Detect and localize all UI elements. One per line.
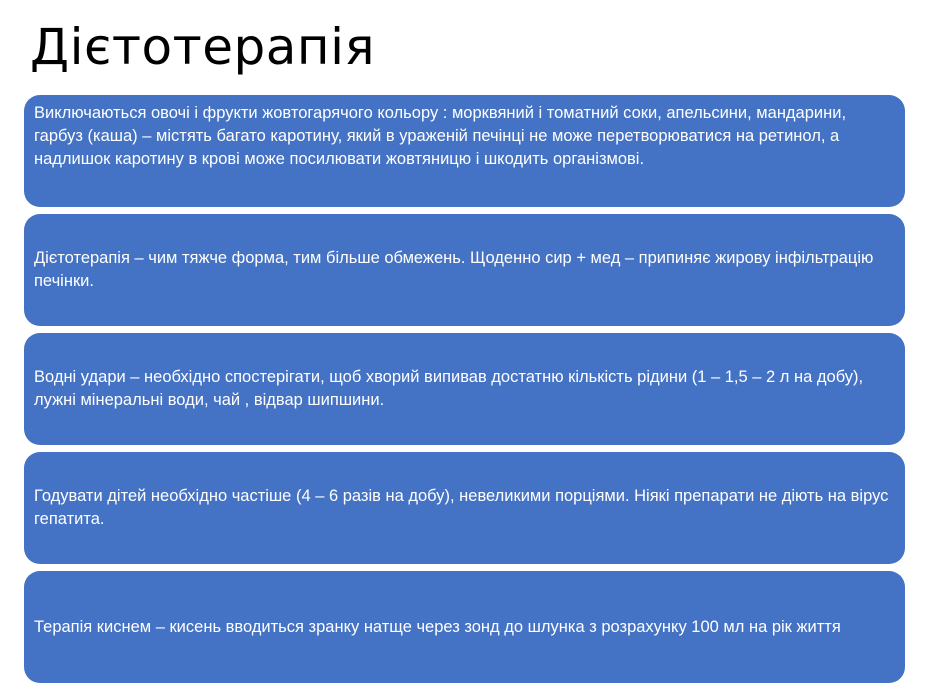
content-block-feeding	[24, 452, 905, 564]
content-block-text: Годувати дітей необхідно частіше (4 – 6 разів на добу), невеликими порціями. Ніякі препарати не діють на вірус гепатита.	[34, 487, 889, 528]
content-block-carotene	[24, 95, 905, 207]
content-block-oxygen	[24, 571, 905, 683]
content-block-text: Виключаються овочі і фрукти жовтогарячого кольору : морквяний і томатний соки, апельсини, мандарини, гарбуз (каша) – містять багато каротину, який в ураженій печінці не може перетворюватися на ретинол, а надлишок каротину в крові може посилювати жовтяницю і шкодить організмові.	[34, 104, 847, 168]
content-block-diet	[24, 214, 905, 326]
content-block-text: Терапія киснем – кисень вводиться зранку натще через зонд до шлунка з розрахунку 100 мл на рік життя	[34, 617, 841, 636]
content-block-text: Водні удари – необхідно спостерігати, щоб хворий випивав достатню кількість рідини (1 – 1,5 – 2 л на добу), лужні мінеральні води, чай , відвар шипшини.	[34, 368, 864, 409]
content-block-text: Дієтотерапія – чим тяжче форма, тим більше обмежень. Щоденно сир + мед – припиняє жирову інфільтрацію печінки.	[34, 249, 874, 290]
content-block-water	[24, 333, 905, 445]
slide-title: Дієтотерапія	[30, 18, 376, 76]
